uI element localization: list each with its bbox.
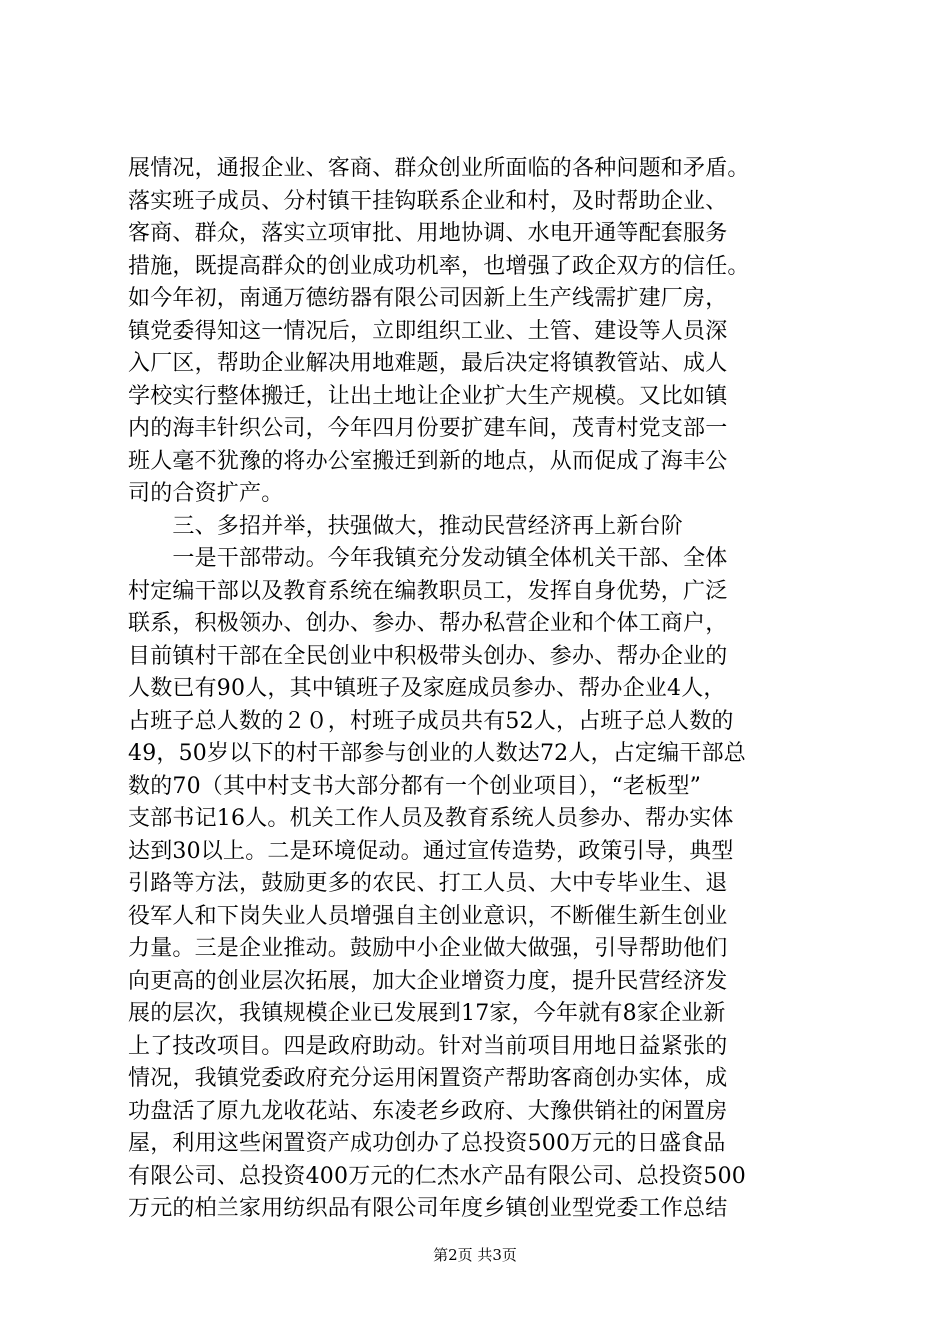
text-line: 情况，我镇党委政府充分运用闲置资产帮助客商创办实体，成 — [128, 1066, 728, 1091]
section-heading: 三、多招并举，扶强做大，推动民营经济再上新台阶 — [128, 513, 684, 539]
text-line: 支部书记16人。机关工作人员及教育系统人员参办、帮办实体 — [128, 806, 734, 831]
text-line: 展情况，通报企业、客商、群众创业所面临的各种问题和矛盾。 — [128, 156, 750, 181]
text-line: 联系，积极领办、创办、参办、帮办私营企业和个体工商户， — [128, 611, 728, 636]
text-line: 有限公司、总投资400万元的仁杰水产品有限公司、总投资500 — [128, 1163, 746, 1189]
text-line: 万元的柏兰家用纺织品有限公司年度乡镇创业型党委工作总结 — [128, 1196, 728, 1221]
page-number-footer: 第2页 共3页 — [433, 1246, 517, 1264]
text-line: 数的70（其中村支书大部分都有一个创业项目），“老板型” — [128, 773, 702, 799]
text-line: 上了技改项目。四是政府助动。针对当前项目用地日益紧张的 — [128, 1033, 728, 1059]
text-line: 功盘活了原九龙收花站、东凌老乡政府、大豫供销社的闲置房 — [128, 1098, 728, 1124]
text-line: 一是干部带动。今年我镇充分发动镇全体机关干部、全体 — [128, 546, 728, 571]
text-line: 客商、群众，落实立项审批、用地协调、水电开通等配套服务 — [128, 221, 728, 246]
text-line: 村定编干部以及教育系统在编教职员工，发挥自身优势，广泛 — [128, 578, 728, 604]
text-line: 力量。三是企业推动。鼓励中小企业做大做强，引导帮助他们 — [128, 936, 728, 961]
text-line: 展的层次，我镇规模企业已发展到17家，今年就有8家企业新 — [128, 1001, 726, 1026]
text-line: 如今年初，南通万德纺器有限公司因新上生产线需扩建厂房， — [128, 286, 728, 311]
text-line: 引路等方法，鼓励更多的农民、打工人员、大中专毕业生、退 — [128, 871, 728, 896]
text-line: 内的海丰针织公司，今年四月份要扩建车间，茂青村党支部一 — [128, 416, 728, 441]
text-line: 镇党委得知这一情况后，立即组织工业、土管、建设等人员深 — [128, 318, 728, 344]
text-line: 目前镇村干部在全民创业中积极带头创办、参办、帮办企业的 — [128, 643, 728, 669]
text-line: 屋，利用这些闲置资产成功创办了总投资500万元的日盛食品 — [128, 1131, 726, 1156]
text-line: 达到30以上。二是环境促动。通过宣传造势，政策引导，典型 — [128, 838, 734, 864]
text-line: 入厂区，帮助企业解决用地难题，最后决定将镇教管站、成人 — [128, 351, 728, 376]
text-line: 役军人和下岗失业人员增强自主创业意识，不断催生新生创业 — [128, 903, 728, 929]
text-line: 占班子总人数的２０，村班子成员共有52人，占班子总人数的 — [128, 708, 734, 734]
text-line: 学校实行整体搬迁，让出土地让企业扩大生产规模。又比如镇 — [128, 383, 728, 409]
text-line: 班人毫不犹豫的将办公室搬迁到新的地点，从而促成了海丰公 — [128, 448, 728, 474]
text-line: 落实班子成员、分村镇干挂钩联系企业和村，及时帮助企业、 — [128, 188, 728, 214]
text-line: 向更高的创业层次拓展，加大企业增资力度，提升民营经济发 — [128, 968, 728, 994]
text-line: 司的合资扩产。 — [128, 481, 284, 506]
body-text — [128, 153, 848, 1226]
text-line: 措施，既提高群众的创业成功机率，也增强了政企双方的信任。 — [128, 253, 750, 279]
text-line: 人数已有90人，其中镇班子及家庭成员参办、帮办企业4人， — [128, 676, 726, 701]
text-line: 49，50岁以下的村干部参与创业的人数达72人，占定编干部总 — [128, 741, 746, 766]
